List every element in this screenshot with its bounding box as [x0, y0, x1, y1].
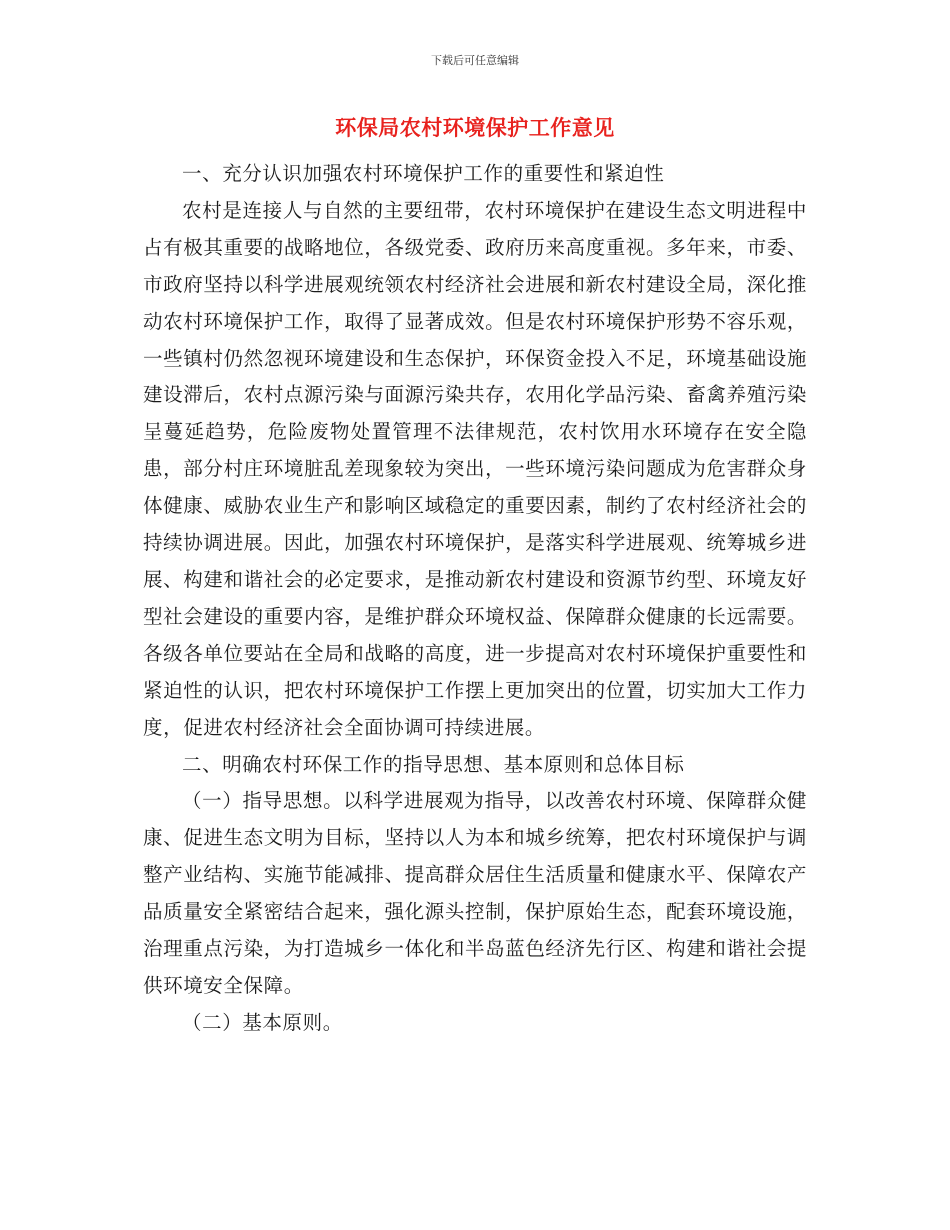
- subsection-heading: （二）基本原则。: [182, 1010, 343, 1034]
- page-header-note: 下载后可任意编辑: [431, 54, 519, 67]
- body-paragraph: 农村是连接人与自然的主要纽带，农村环境保护在建设生态文明进程中占有极其重要的战略地位，各级党委、政府历来高度重视。多年来，市委、市政府坚持以科学进展观统领农村经济社会进展和新农村建设全局，深化推动农村环境保护工作，取得了显著成效。但是农村环境保护形势不容乐观，一些镇村仍然忽视环境建设和生态保护，环保资金投入不足，环境基础设施建设滞后，农村点源污染与面源污染共存，农用化学品污染、畜禽养殖污染呈蔓延趋势，危险废物处置管理不法律规范，农村饮用水环境存在安全隐患，部分村庄环境脏乱差现象较为突出，一些环境污染问题成为危害群众身体健康、威胁农业生产和影响区域稳定的重要因素，制约了农村经济社会的持续协调进展。因此，加强农村环境保护，是落实科学进展观、统筹城乡进展、构建和谐社会的必定要求，是推动新农村建设和资源节约型、环境友好型社会建设的重要内容，是维护群众环境权益、保障群众健康的长远需要。各级各单位要站在全局和战略的高度，进一步提高对农村环境保护重要性和紧迫性的认识，把农村环境保护工作摆上更加突出的位置，切实加大工作力度，促进农村经济社会全面协调可持续进展。: [143, 198, 807, 739]
- document-body: [143, 156, 807, 1042]
- section-heading-2: 二、明确农村环保工作的指导思想、基本原则和总体目标: [182, 752, 685, 776]
- section-heading-1: 一、充分认识加强农村环境保护工作的重要性和紧迫性: [182, 162, 665, 185]
- body-paragraph: （一）指导思想。以科学进展观为指导，以改善农村环境、保障群众健康、促进生态文明为目标，坚持以人为本和城乡统筹，把农村环境保护与调整产业结构、实施节能减排、提高群众居住生活质量和健康水平、保障农产品质量安全紧密结合起来，强化源头控制，保护原始生态，配套环境设施，治理重点污染，为打造城乡一体化和半岛蓝色经济先行区、构建和谐社会提供环境安全保障。: [143, 789, 807, 997]
- document-title: 环保局农村环境保护工作意见: [335, 115, 615, 140]
